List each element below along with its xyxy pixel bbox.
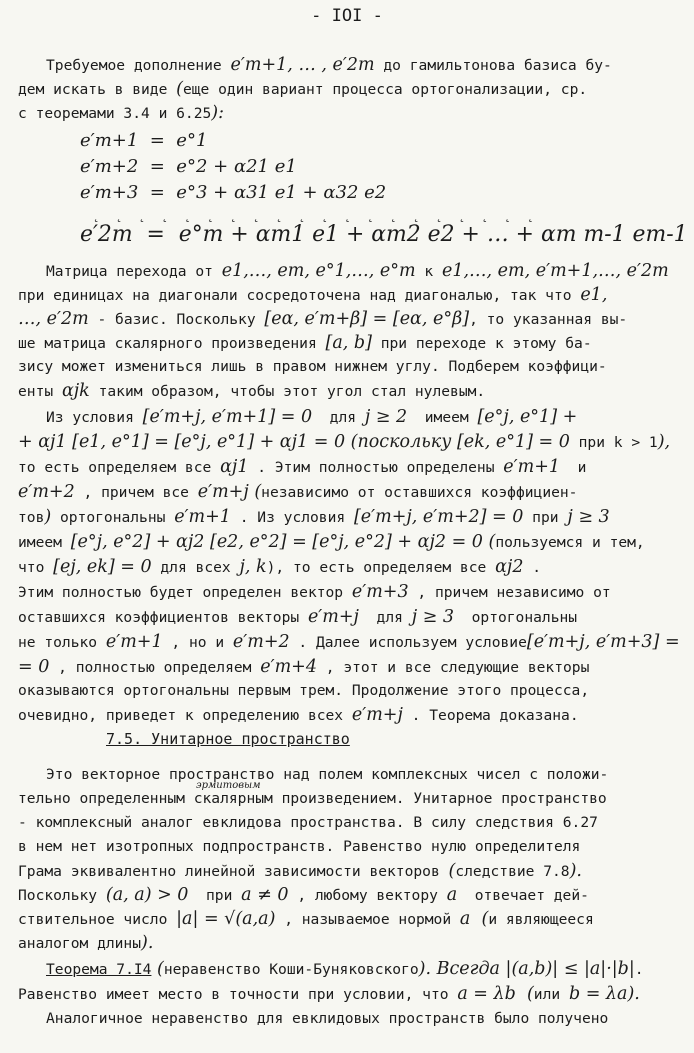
ellipsis-row: ˛ ˛ ˛ ˛ ˛ ˛ ˛ ˛ ˛ ˛ ˛ ˛ ˛ ˛ ˛ ˛ ˛ ˛ ˛ ˛	[92, 207, 538, 223]
theorem-label: Теорема 7.I4	[46, 961, 152, 978]
para1-line-3: …, e′2m - базис. Поскольку [eα, e′m+β] = [eα, e°β], то указанная вы-	[18, 309, 628, 329]
equation-2: e′m+2 = e°2 + α21 e1	[80, 156, 297, 177]
para3-line-6: Поскольку (a, a) > 0 при a ≠ 0 , любому вектору a отвечает дей-	[18, 885, 589, 905]
para2-line-13: очевидно, приведет к определению всех e′m+j . Теорема доказана.	[18, 705, 579, 725]
para1-line-2: при единицах на диагонали сосредоточена над диагональю, так что e1,	[18, 285, 608, 305]
para2-line-10: не только e′m+1 , но и e′m+2 . Далее используем условие[e′m+j, e′m+3] =	[18, 632, 680, 652]
para2-line-12: оказываются ортогональны первым трем. Продолжение этого процесса,	[18, 682, 590, 699]
equation-4: e′2m = e°m + αm1 e1 + αm2 e2 + … + αm m-1 em-1	[80, 222, 688, 247]
intro-line-3: с теоремами 3.4 и 6.25):	[18, 103, 225, 123]
section-heading: 7.5. Унитарное пространство	[106, 730, 350, 748]
para2-line-9: оставшихся коэффициентов векторы e′m+j для j ≥ 3 ортогональны	[18, 607, 578, 627]
equation-3: e′m+3 = e°3 + α31 e1 + α32 e2	[80, 182, 387, 203]
para1-line-6: енты αjk таким образом, чтобы этот угол стал нулевым.	[18, 381, 486, 401]
para3-line-7: ствительное число |a| = √(a,a) , называемое нормой a (и являющееся	[18, 909, 594, 929]
equation-1: e′m+1 = e°1	[80, 130, 208, 151]
para2-line-3: то есть определяем все αj1 . Этим полностью определены e′m+1 и	[18, 457, 587, 477]
para3-line-4: в нем нет изотропных подпространств. Равенство нулю определителя	[18, 838, 581, 855]
intro-line-1: Требуемое дополнение e′m+1, … , e′2m до гамильтонова базиса бу-	[46, 55, 612, 75]
page-number: - IOI -	[311, 6, 383, 26]
intro-line-2: дем искать в виде (еще один вариант процесса ортогонализации, ср.	[18, 79, 588, 99]
para1-line-4: ше матрица скалярного произведения [a, b] при переходе к этому ба-	[18, 333, 592, 353]
theorem-line-3: Аналогичное неравенство для евклидовых пространств было получено	[46, 1010, 609, 1027]
para2-line-2: + αj1 [e1, e°1] = [e°j, e°1] + αj1 = 0 (поскольку [ek, e°1] = 0 при k > 1),	[18, 432, 671, 452]
para3-line-5: Грама эквивалентно линейной зависимости векторов (следствие 7.8).	[18, 861, 582, 881]
para3-line-3: - комплексный аналог евклидова пространства. В силу следствия 6.27	[18, 814, 598, 831]
para3-line-2: тельно определенным скалярным произведением. Унитарное пространство	[18, 790, 607, 807]
para2-line-1: Из условия [e′m+j, e′m+1] = 0 для j ≥ 2 имеем [e°j, e°1] +	[46, 407, 578, 427]
handwritten-insert: эрмитовым	[196, 780, 261, 791]
para2-line-11: = 0 , полностью определяем e′m+4 , этот и все следующие векторы	[18, 657, 590, 677]
para2-line-4: e′m+2 , причем все e′m+j (независимо от оставшихся коэффициен-	[18, 482, 578, 502]
para2-line-8: Этим полностью будет определен вектор e′m+3 , причем независимо от	[18, 582, 611, 602]
para1-line-1: Матрица перехода от e1,…, em, e°1,…, e°m к e1,…, em, e′m+1,…, e′2m	[46, 261, 669, 281]
para3-line-8: аналогом длины).	[18, 933, 154, 953]
para3-line-1: Это векторное пространство над полем комплексных чисел с положи-	[46, 766, 609, 783]
para1-line-5: зису может измениться лишь в правом нижнем углу. Подберем коэффици-	[18, 358, 607, 375]
para2-line-6: имеем [e°j, e°2] + αj2 [e2, e°2] = [e°j, e°2] + αj2 = 0 (пользуемся и тем,	[18, 532, 645, 552]
theorem-line-2: Равенство имеет место в точности при условии, что a = λb (или b = λa).	[18, 984, 640, 1004]
theorem-line-1: Теорема 7.I4 (неравенство Коши-Буняковского). Всегда |(a,b)| ≤ |a|·|b|.	[46, 959, 644, 979]
para2-line-7: что [ej, ek] = 0 для всех j, k), то есть определяем все αj2 .	[18, 557, 542, 577]
para2-line-5: тов) ортогональны e′m+1 . Из условия [e′m+j, e′m+2] = 0 при j ≥ 3	[18, 507, 610, 527]
